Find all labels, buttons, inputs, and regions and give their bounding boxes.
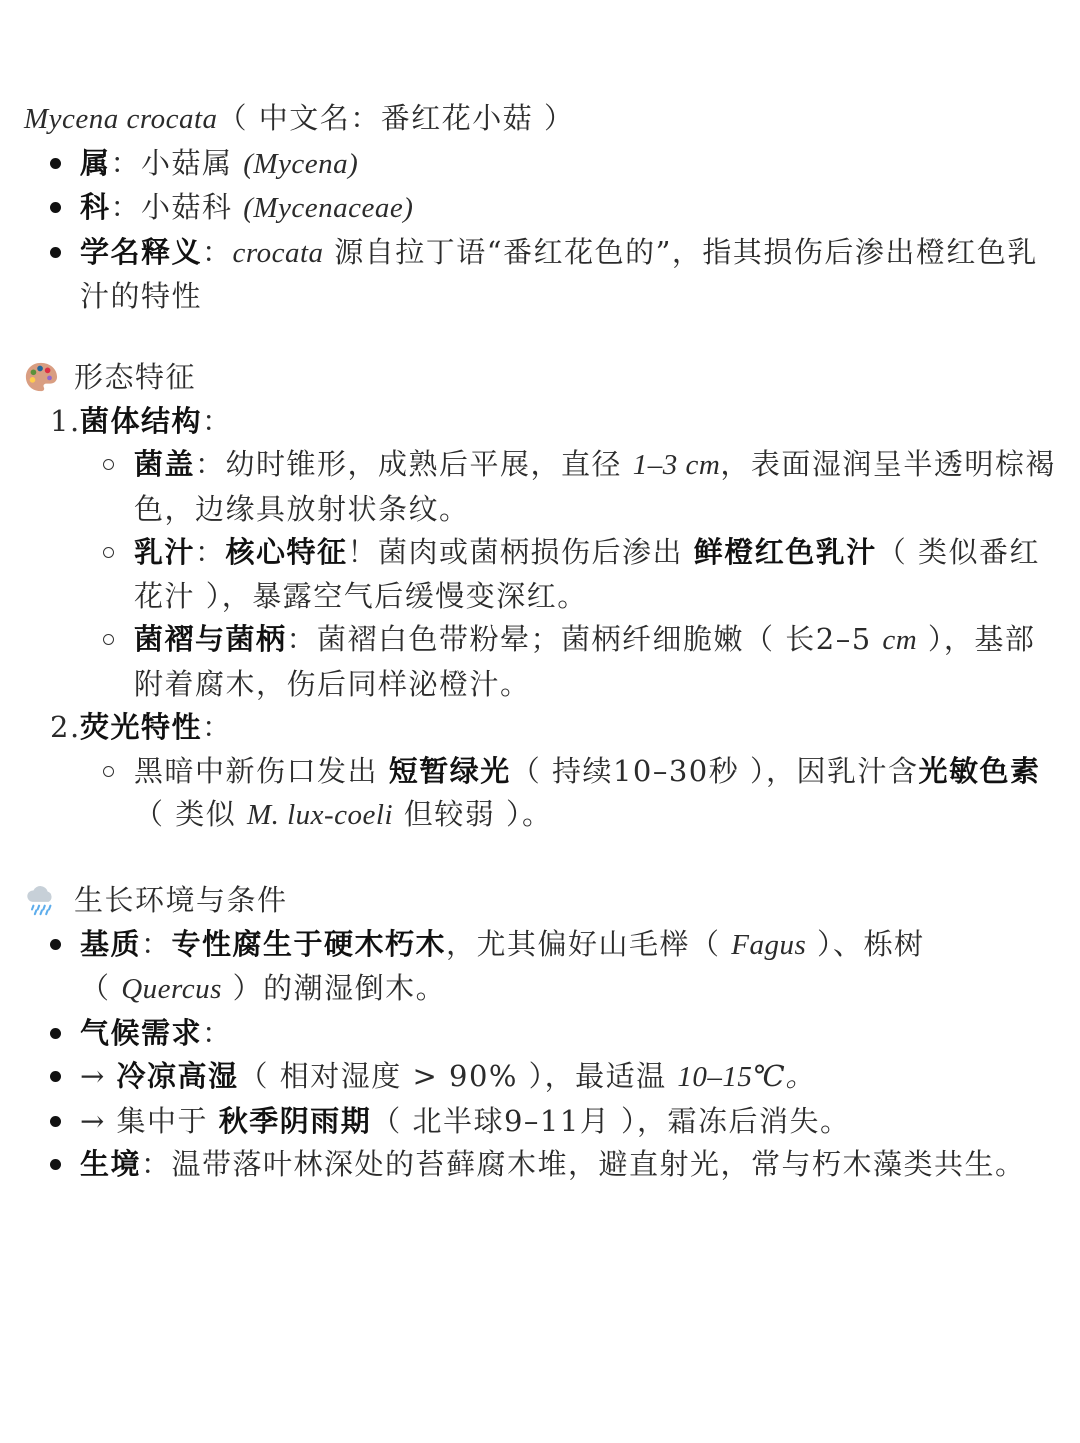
item-sep: ： bbox=[141, 926, 172, 961]
item-sep: ： bbox=[202, 1015, 233, 1050]
item-text: 小菇属 bbox=[141, 145, 244, 180]
item-text: ！菌肉或菌柄损伤后渗出 bbox=[347, 535, 694, 569]
fluorescence-list bbox=[0, 750, 1080, 838]
item-text: ，尤其偏好山毛榉（ bbox=[446, 926, 732, 961]
cloud-with-rain-icon bbox=[24, 883, 58, 917]
habitat-section bbox=[0, 879, 1080, 1187]
item-text: （ 类似 bbox=[134, 797, 247, 831]
item-latin: Quercus bbox=[121, 973, 222, 1005]
item-latin: M. lux-coeli bbox=[246, 799, 394, 831]
list-item-environment bbox=[0, 1143, 1080, 1187]
artist-palette-icon bbox=[24, 360, 58, 394]
group-title: 菌体结构 bbox=[80, 403, 203, 438]
section-title: 生长环境与条件 bbox=[74, 883, 288, 917]
item-latin: 1–3 cm bbox=[632, 449, 721, 481]
list-item-etymology bbox=[0, 231, 1080, 319]
group-title: 荧光特性 bbox=[80, 710, 203, 744]
item-label: 气候需求 bbox=[80, 1015, 203, 1050]
list-item-substrate bbox=[0, 923, 1080, 1012]
item-latin: Fagus bbox=[731, 928, 807, 961]
item-text: 小菇科 bbox=[141, 190, 244, 224]
species-chinese-name: （ 中文名：番红花小菇 ） bbox=[217, 101, 575, 135]
group-number: 2. bbox=[50, 710, 81, 744]
item-label: 菌褶与菌柄 bbox=[134, 622, 287, 656]
list-item-climate bbox=[0, 1012, 1080, 1056]
item-latin: cm bbox=[882, 624, 918, 656]
item-bold: 鲜橙红色乳汁 bbox=[693, 535, 877, 569]
item-sep: ： bbox=[202, 234, 233, 269]
item-text: （ 持续10–30秒 ），因乳汁含 bbox=[510, 753, 919, 788]
morphology-section bbox=[0, 356, 1080, 838]
group-heading bbox=[0, 706, 1080, 750]
item-label: 学名释义 bbox=[80, 234, 203, 269]
item-sep: ： bbox=[195, 447, 226, 481]
item-text: 温带落叶林深处的苔藓腐木堆，避直射光，常与朽木藻类共生。 bbox=[171, 1147, 1026, 1181]
habitat-list bbox=[0, 923, 1080, 1187]
item-text: ，表面湿润呈半透明棕褐色，边缘具放射状条纹。 bbox=[134, 447, 1056, 526]
item-sep: ： bbox=[286, 622, 318, 656]
taxonomy-list bbox=[0, 142, 1080, 319]
item-text: ），基部附着腐木，伤后同样泌橙汁。 bbox=[134, 622, 1036, 701]
item-bold: 冷凉高湿 bbox=[116, 1059, 239, 1093]
item-latin: (Mycenaceae) bbox=[243, 192, 414, 224]
item-sep: ： bbox=[110, 190, 142, 224]
item-label: 基质 bbox=[80, 926, 142, 961]
item-sep: ： bbox=[195, 535, 226, 569]
group-heading bbox=[0, 400, 1080, 444]
item-text: 幼时锥形，成熟后平展，直径 bbox=[225, 447, 633, 481]
item-sep: ： bbox=[141, 1147, 172, 1181]
item-text: ）的潮湿倒木。 bbox=[221, 971, 447, 1005]
group-fluorescence bbox=[0, 706, 1080, 838]
item-label: 乳汁 bbox=[134, 535, 196, 569]
item-text: （ 北半球9–11月 ），霜冻后消失。 bbox=[371, 1103, 851, 1138]
item-text: （ bbox=[80, 971, 122, 1005]
section-title: 形态特征 bbox=[74, 360, 197, 394]
list-item-cap bbox=[0, 443, 1080, 531]
list-item-family bbox=[0, 186, 1080, 231]
item-text: （ 相对湿度 > 90% ），最适温 bbox=[238, 1059, 678, 1093]
item-text: 黑暗中新伤口发出 bbox=[134, 753, 389, 788]
item-text: （ 类似番红花汁 ），暴露空气后缓慢变深红。 bbox=[134, 535, 1040, 613]
item-bold: 核心特征 bbox=[225, 535, 348, 569]
list-item-glow bbox=[0, 750, 1080, 838]
morphology-groups bbox=[0, 400, 1080, 838]
list-item-gills-stem bbox=[0, 618, 1080, 706]
item-text: ）、栎树 bbox=[806, 926, 925, 961]
species-latin-name: Mycena crocata bbox=[24, 103, 218, 135]
group-colon: ： bbox=[202, 403, 233, 438]
habitat-heading bbox=[0, 879, 1080, 923]
structure-list bbox=[0, 443, 1080, 706]
list-item-climate-humidity bbox=[0, 1055, 1080, 1100]
item-sep: ： bbox=[110, 145, 142, 180]
item-text: 菌褶白色带粉晕；菌柄纤细脆嫩（ 长2–5 bbox=[317, 622, 883, 656]
item-text: 源自拉丁语“番红花色的”，指其损伤后渗出橙红色乳汁的特性 bbox=[80, 234, 1038, 313]
group-colon: ： bbox=[202, 710, 233, 744]
list-item-genus bbox=[0, 142, 1080, 187]
item-latin: (Mycena) bbox=[243, 147, 359, 180]
list-item-latex bbox=[0, 531, 1080, 618]
list-item-climate-season bbox=[0, 1100, 1080, 1144]
intro-section bbox=[0, 97, 1080, 319]
arrow-icon: → bbox=[80, 1059, 117, 1093]
item-latin: crocata bbox=[232, 236, 324, 269]
group-number: 1. bbox=[50, 403, 81, 438]
item-bold: 秋季阴雨期 bbox=[218, 1103, 372, 1138]
item-text: 集中于 bbox=[116, 1103, 219, 1138]
item-label: 生境 bbox=[80, 1147, 142, 1181]
arrow-icon: → bbox=[80, 1103, 117, 1138]
species-title bbox=[0, 97, 1080, 142]
item-text: 但较弱 ）。 bbox=[393, 797, 553, 831]
item-bold: 短暂绿光 bbox=[388, 753, 511, 788]
item-label: 属 bbox=[80, 145, 111, 180]
group-structure bbox=[0, 400, 1080, 707]
item-bold: 专性腐生于硬木朽木 bbox=[171, 926, 447, 961]
item-bold: 光敏色素 bbox=[918, 753, 1041, 788]
item-label: 菌盖 bbox=[134, 447, 196, 481]
morphology-heading bbox=[0, 356, 1080, 400]
item-label: 科 bbox=[80, 190, 111, 224]
item-latin: 10–15℃。 bbox=[677, 1061, 815, 1093]
